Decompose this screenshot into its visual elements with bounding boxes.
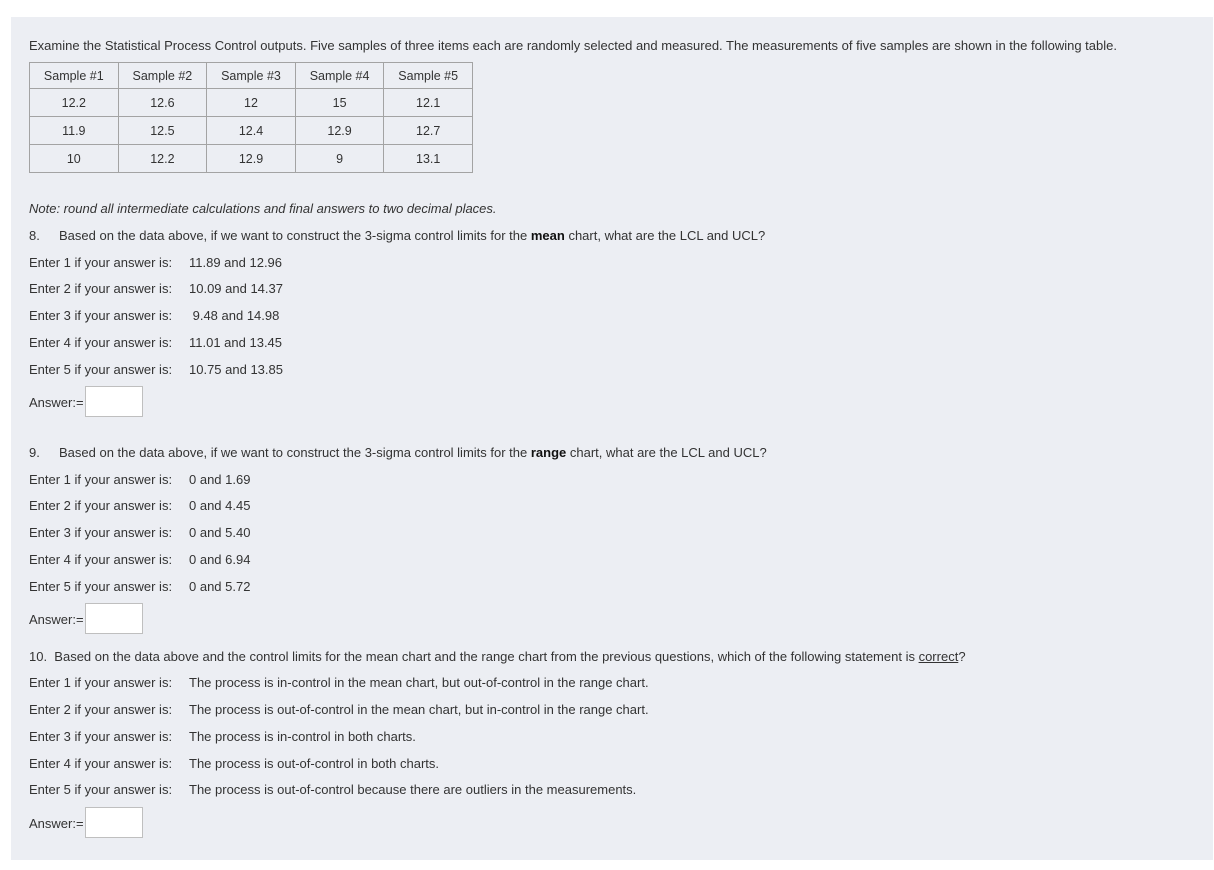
question-9 <box>29 445 767 460</box>
option-row <box>29 702 649 717</box>
option-value: The process is out-of-control in both charts. <box>189 756 440 771</box>
option-row <box>29 362 283 377</box>
option-value: The process is in-control in the mean chart, but out-of-control in the range chart. <box>189 675 649 690</box>
option-row <box>29 281 283 296</box>
option-row <box>29 335 282 350</box>
question-text: Based on the data above, if we want to construct the 3-sigma control limits for the <box>59 445 531 460</box>
option-row <box>29 579 250 594</box>
option-value: The process is out-of-control because there are outliers in the measurements. <box>189 782 637 797</box>
option-row <box>29 552 250 567</box>
table-header-row <box>30 63 473 89</box>
option-value: 10.09 and 14.37 <box>189 281 283 296</box>
answer-label: Answer:= <box>29 612 84 627</box>
option-prefix: Enter 3 if your answer is: <box>29 525 173 540</box>
question-keyword: correct <box>918 649 959 664</box>
column-header: Sample #4 <box>295 63 384 89</box>
column-header: Sample #1 <box>30 63 119 89</box>
table-cell: 15 <box>295 89 384 117</box>
table-cell: 12 <box>207 89 296 117</box>
option-value: 0 and 5.40 <box>189 525 251 540</box>
table-cell: 12.2 <box>118 145 207 173</box>
table-cell: 11.9 <box>30 117 119 145</box>
table-row <box>30 89 473 117</box>
column-header: Sample #5 <box>384 63 473 89</box>
column-header: Sample #3 <box>207 63 296 89</box>
option-value: 11.89 and 12.96 <box>189 255 283 270</box>
answer-input-q9[interactable] <box>85 603 143 634</box>
question-keyword: range <box>530 445 567 460</box>
question-text: chart, what are the LCL and UCL? <box>566 445 767 460</box>
answer-label: Answer:= <box>29 816 84 831</box>
question-10 <box>29 649 966 664</box>
answer-input-q10[interactable] <box>85 807 143 838</box>
table-cell: 12.4 <box>207 117 296 145</box>
question-text: chart, what are the LCL and UCL? <box>564 228 766 243</box>
option-row <box>29 729 416 744</box>
intro-text: Examine the Statistical Process Control outputs. Five samples of three items each are randomly selected and measured. The measurements of five samples are shown in the following table. <box>29 38 1117 53</box>
question-text: 10. Based on the data above and the control limits for the mean chart and the range chart from the previous questions, which of the following statement is <box>29 649 919 664</box>
table-cell: 12.6 <box>118 89 207 117</box>
option-prefix: Enter 5 if your answer is: <box>29 782 173 797</box>
option-prefix: Enter 5 if your answer is: <box>29 362 173 377</box>
option-row <box>29 525 250 540</box>
table-cell: 12.2 <box>30 89 119 117</box>
option-prefix: Enter 1 if your answer is: <box>29 255 173 270</box>
table-cell: 9 <box>295 145 384 173</box>
question-8 <box>29 228 765 243</box>
question-number: 8. <box>29 228 40 243</box>
option-value: 0 and 1.69 <box>189 472 251 487</box>
option-value: 0 and 5.72 <box>189 579 251 594</box>
option-prefix: Enter 3 if your answer is: <box>29 729 173 744</box>
option-prefix: Enter 3 if your answer is: <box>29 308 173 323</box>
option-row <box>29 308 279 323</box>
option-value: 11.01 and 13.45 <box>189 335 283 350</box>
samples-table <box>29 62 473 173</box>
option-value: The process is in-control in both charts. <box>189 729 416 744</box>
question-text: ? <box>958 649 966 664</box>
option-prefix: Enter 1 if your answer is: <box>29 472 173 487</box>
question-keyword: mean <box>530 228 565 243</box>
option-prefix: Enter 5 if your answer is: <box>29 579 173 594</box>
table-cell: 12.7 <box>384 117 473 145</box>
question-text: Based on the data above, if we want to construct the 3-sigma control limits for the <box>59 228 531 243</box>
option-row <box>29 472 250 487</box>
table-cell: 12.1 <box>384 89 473 117</box>
option-value: 9.48 and 14.98 <box>189 308 280 323</box>
answer-input-q8[interactable] <box>85 386 143 417</box>
rounding-note: Note: round all intermediate calculations and final answers to two decimal places. <box>29 201 497 216</box>
option-row <box>29 756 439 771</box>
option-row <box>29 255 282 270</box>
table-cell: 13.1 <box>384 145 473 173</box>
option-row <box>29 498 250 513</box>
table-row <box>30 145 473 173</box>
table-cell: 12.9 <box>207 145 296 173</box>
option-prefix: Enter 4 if your answer is: <box>29 756 173 771</box>
option-row <box>29 782 636 797</box>
option-prefix: Enter 2 if your answer is: <box>29 498 173 513</box>
option-value: 0 and 4.45 <box>189 498 251 513</box>
option-prefix: Enter 4 if your answer is: <box>29 335 173 350</box>
option-prefix: Enter 2 if your answer is: <box>29 281 173 296</box>
table-cell: 10 <box>30 145 119 173</box>
table-cell: 12.9 <box>295 117 384 145</box>
option-prefix: Enter 2 if your answer is: <box>29 702 173 717</box>
table-cell: 12.5 <box>118 117 207 145</box>
column-header: Sample #2 <box>118 63 207 89</box>
table-row <box>30 117 473 145</box>
option-prefix: Enter 4 if your answer is: <box>29 552 173 567</box>
option-row <box>29 675 649 690</box>
option-value: The process is out-of-control in the mean chart, but in-control in the range chart. <box>189 702 649 717</box>
answer-label: Answer:= <box>29 395 84 410</box>
option-prefix: Enter 1 if your answer is: <box>29 675 173 690</box>
option-value: 10.75 and 13.85 <box>189 362 283 377</box>
question-panel <box>11 17 1213 860</box>
question-number: 9. <box>29 445 40 460</box>
option-value: 0 and 6.94 <box>189 552 251 567</box>
